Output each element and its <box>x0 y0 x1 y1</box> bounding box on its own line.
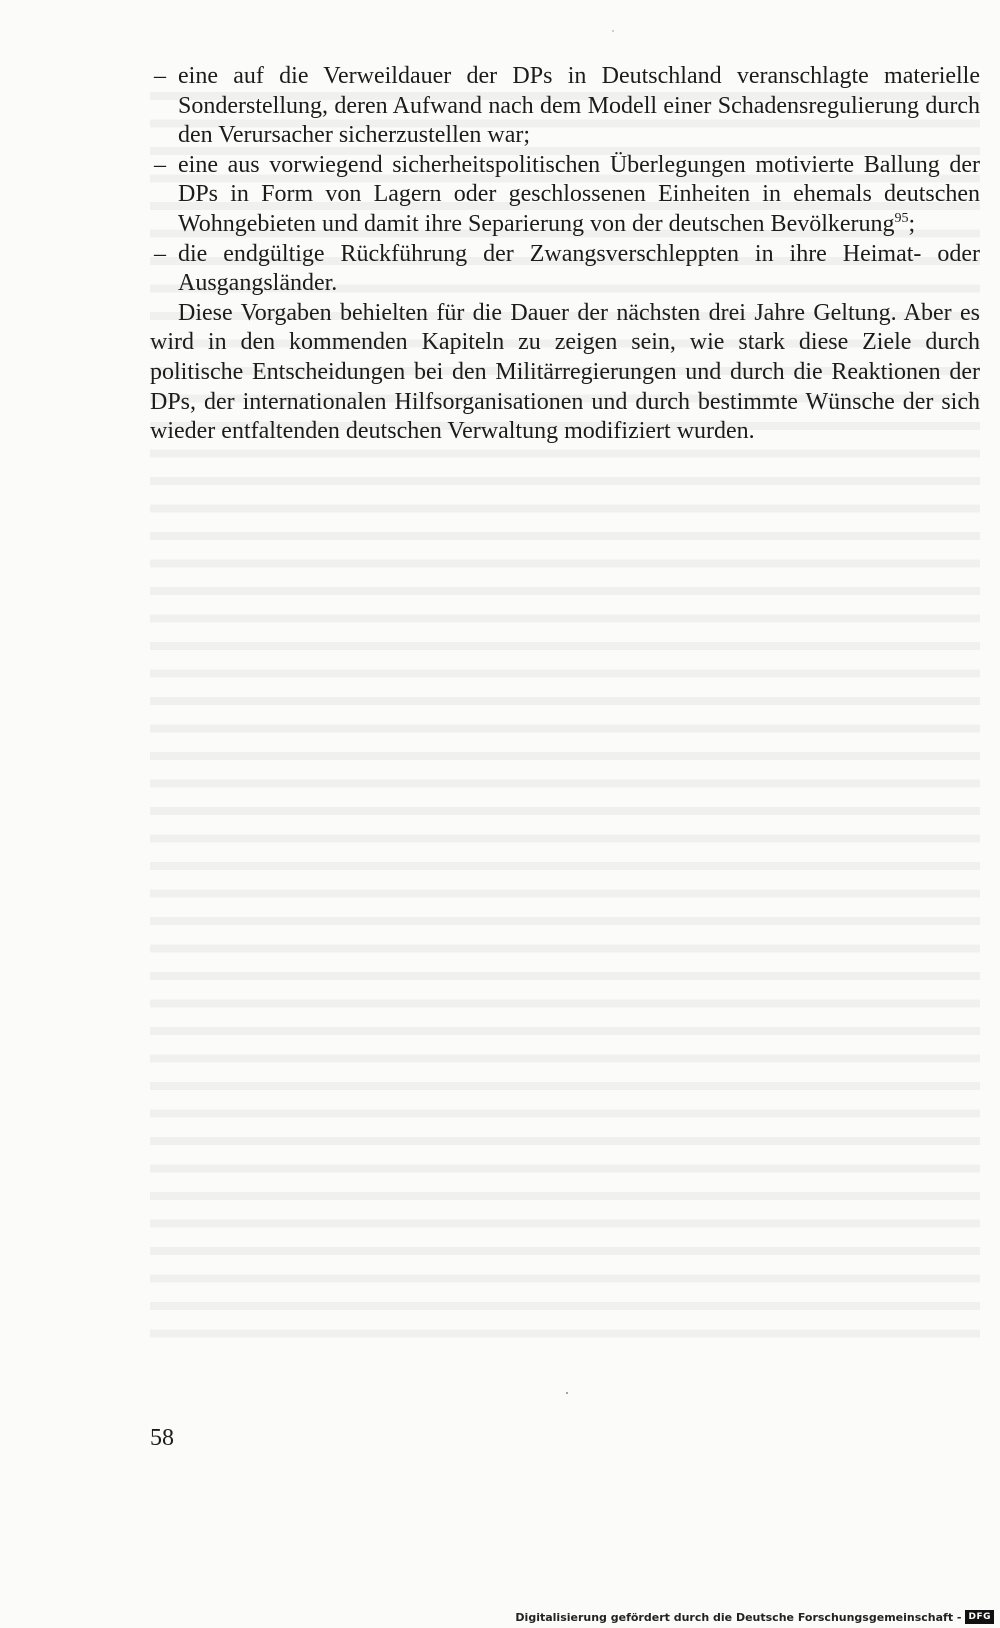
page-number: 58 <box>150 1425 174 1451</box>
scan-speck <box>612 30 614 32</box>
bullet-item-2 <box>150 151 980 240</box>
scan-speck <box>566 1392 568 1394</box>
bullet-item-3 <box>150 240 980 299</box>
footnote-reference[interactable]: 95 <box>894 210 909 226</box>
footer-credit <box>515 1610 994 1624</box>
bullet-dash: – <box>154 63 166 89</box>
bullet-item-1 <box>150 62 980 151</box>
bullet-dash: – <box>154 240 166 267</box>
bullet-dash: – <box>154 151 166 178</box>
bullet-punctuation: ; <box>908 210 916 237</box>
bullet-text: eine aus vorwiegend sicherheitspolitischen Überlegungen motivierte Ballung der DPs in Form von Lagern oder geschlossenen Einheiten in ehemals deutschen Wohngebieten und damit ihre Separierung von der deutschen Bevölkerung <box>178 151 980 237</box>
bullet-text: eine auf die Verweildauer der DPs in Deutschland veranschlagte materielle Sonderstellung, deren Aufwand nach dem Modell einer Schadensregulierung durch den Verursacher sicherzustellen war; <box>178 63 980 149</box>
dfg-logo: DFG <box>965 1610 994 1624</box>
body-text <box>150 62 980 447</box>
footer-text: Digitalisierung gefördert durch die Deutsche Forschungsgemeinschaft - <box>515 1610 962 1624</box>
bullet-text: die endgültige Rückführung der Zwangsverschleppten in ihre Heimat- oder Ausgangsländer. <box>178 240 980 297</box>
body-paragraph: Diese Vorgaben behielten für die Dauer der nächsten drei Jahre Geltung. Aber es wird in den kommenden Kapiteln zu zeigen sein, wie stark diese Ziele durch politische Entscheidungen bei den Militärregierungen und durch die Reaktionen der DPs, der internationalen Hilfsorganisationen und durch bestimmte Wünsche der sich wieder entfaltenden deutschen Verwaltung modifiziert wurden. <box>150 299 980 445</box>
